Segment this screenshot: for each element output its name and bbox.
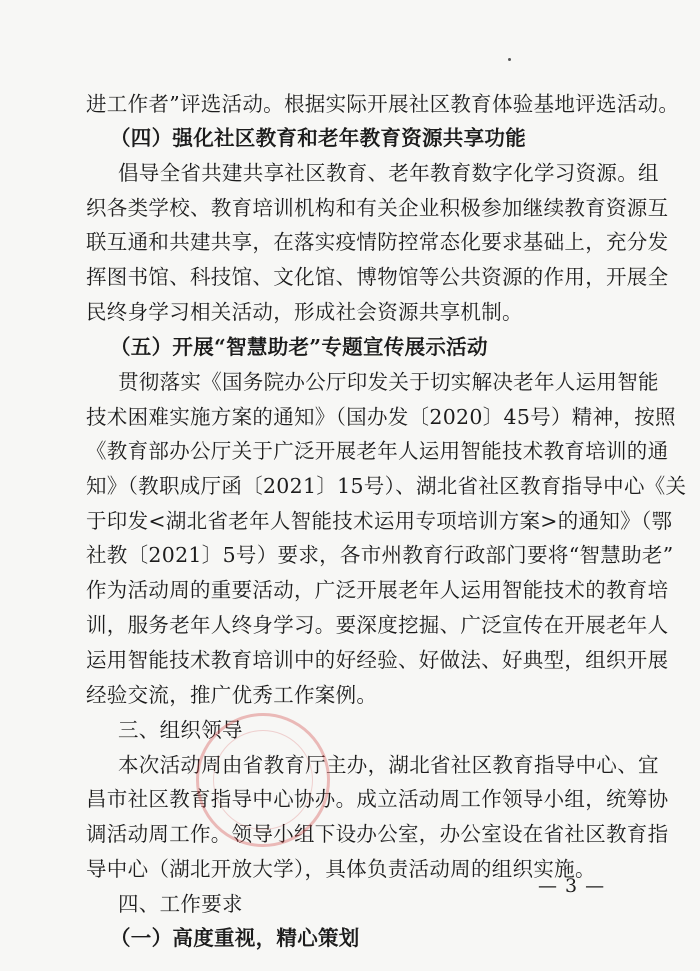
paragraph-line: 知》（教职成厅函〔2021〕15号）、湖北省社区教育指导中心《关 <box>86 474 687 498</box>
paragraph-line: 织各类学校、教育培训机构和有关企业积极参加继续教育资源互 <box>86 196 669 220</box>
paragraph-line: 技术困难实施方案的通知》（国办发〔2020〕45号）精神，按照 <box>86 405 676 429</box>
subsection-heading-5: （五）开展“智慧助老”专题宣传展示活动 <box>110 335 488 359</box>
paragraph-line: 《教育部办公厅关于广泛开展老年人运用智能技术教育培训的通 <box>86 439 669 463</box>
paragraph-line: 联互通和共建共享，在落实疫情防控常态化要求基础上，充分发 <box>86 230 669 254</box>
paragraph-line: 经验交流，推广优秀工作案例。 <box>86 683 378 707</box>
paragraph-line: 社教〔2021〕5号）要求，各市州教育行政部门要将“智慧助老” <box>86 543 674 567</box>
subsection-heading-1: （一）高度重视，精心策划 <box>110 926 360 950</box>
official-seal-stamp <box>196 713 330 847</box>
seal-inner-ring <box>213 730 313 830</box>
paragraph-line: 昌市社区教育指导中心协办。成立活动周工作领导小组，统筹协 <box>86 787 669 811</box>
paragraph-line: 作为活动周的重要活动，广泛开展老年人运用智能技术的教育培 <box>86 578 669 602</box>
paragraph-line: 调活动周工作。领导小组下设办公室，办公室设在省社区教育指 <box>86 822 669 846</box>
page-number: — 3 — <box>538 875 606 897</box>
paragraph-line: 贯彻落实《国务院办公厅印发关于切实解决老年人运用智能 <box>118 370 659 394</box>
section-heading-3: 三、组织领导 <box>118 718 243 742</box>
paragraph-line: 于印发<湖北省老年人智能技术运用专项培训方案>的通知》（鄂 <box>86 509 673 533</box>
section-heading-4: 四、工作要求 <box>118 892 243 916</box>
paragraph-line: 训，服务老年人终身学习。要深度挖掘、广泛宣传在开展老年人 <box>86 613 669 637</box>
subsection-heading-4: （四）强化社区教育和老年教育资源共享功能 <box>110 126 526 150</box>
paragraph-line: 进工作者”评选活动。根据实际开展社区教育体验基地评选活动。 <box>86 92 680 116</box>
paragraph-line: 倡导全省共建共享社区教育、老年教育数字化学习资源。组 <box>118 161 659 185</box>
paragraph-line: 本次活动周由省教育厅主办，湖北省社区教育指导中心、宜 <box>118 753 659 777</box>
paragraph-line: 民终身学习相关活动，形成社会资源共享机制。 <box>86 300 523 324</box>
scan-speck <box>508 58 511 61</box>
paragraph-line: 运用智能技术教育培训中的好经验、好做法、好典型，组织开展 <box>86 648 669 672</box>
paragraph-line: 挥图书馆、科技馆、文化馆、博物馆等公共资源的作用，开展全 <box>86 265 669 289</box>
paragraph-line: 导中心（湖北开放大学），具体负责活动周的组织实施。 <box>86 857 596 881</box>
